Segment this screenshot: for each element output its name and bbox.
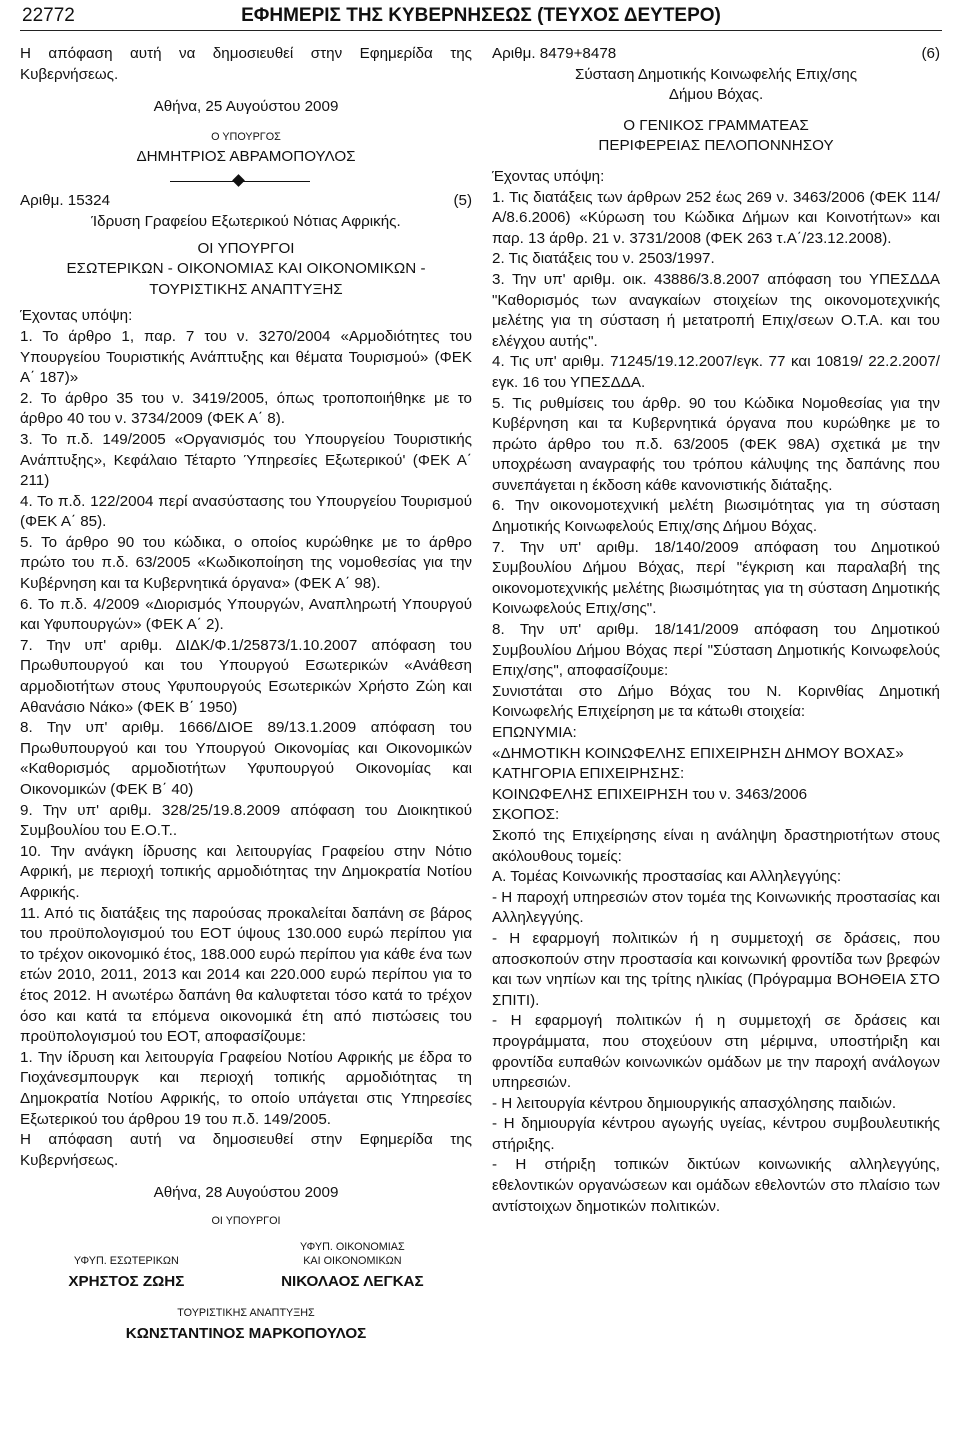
ministers-heading: ΟΙ ΥΠΟΥΡΓΟΙ ΕΣΩΤΕΡΙΚΩΝ - ΟΙΚΟΝΟΜΙΑΣ ΚΑΙ ΟΙΚΟΝΟΜΙΚΩΝ - ΤΟΥΡΙΣΤΙΚΗΣ ΑΝΑΠΤΥΞΗΣ [66,239,426,298]
signature-left-name: ΧΡΗΣΤΟΣ ΖΩΗΣ [68,1272,185,1290]
signature-bottom-title: ΤΟΥΡΙΣΤΙΚΗΣ ΑΝΑΠΤΥΞΗΣ [177,1307,315,1320]
clause-8: 8. Την υπ' αριθμ. 1666/ΔΙΟΕ 89/13.1.2009 απόφαση του Πρωθυπουργού και του Υπουργού Οικονομίας και Οικονομικών «Καθορισμός αρμοδιοτήτων Υφυπουργού Οικονομίας και Οικονομικών (ΦΕΚ Β΄ 40) [20,719,472,798]
purpose-text: Σκοπό της Επιχείρησης είναι η ανάληψη δραστηριοτήτων στους ακόλουθους τομείς: [492,826,940,865]
right-clause-2: 2. Τις διατάξεις του ν. 2503/1997. [492,250,715,268]
decision-number-2: Αριθμ. 8479+8478 [492,45,617,62]
right-clause-1: 1. Τις διατάξεις των άρθρων 252 έως 269 ν. 3463/2006 (ΦΕΚ 114/Α/8.6.2006) «Κύρωση του Κώδικα Δήμων και Κοινοτήτων» και παρ. 13 άρθρ. 21 ν. 3731/2008 (ΦΕΚ 263 τ.Α΄/23.12.2008). [492,188,940,247]
minister-title: Ο ΥΠΟΥΡΓΟΣ [211,130,281,143]
right-clause-3: 3. Την υπ' αριθμ. οικ. 43886/3.8.2007 απόφαση του ΥΠΕΣΔΔΑ "Καθορισμός των αναγκαίων στοιχείων της οικονομοτεχνικής μελέτης για τη σύσταση ή μετατροπή Επιχ/σεων Ο.Τ.Α. και του ελέγχου αυτής". [492,270,940,350]
having-regard-2: Έχοντας υπόψη: [492,167,605,185]
clause-10: 10. Την ανάγκη ίδρυσης και λειτουργίας Γραφείου στην Νότιο Αφρική, με περιοχή τοπικής αρμοδιότητας την Δημοκρατία Νοτίου Αφρικής. [20,842,472,901]
clause-4: 4. Το π.δ. 122/2004 περί ανασύστασης του Υπουργείου Τουρισμού (ΦΕΚ Α΄ 85). [20,492,472,531]
right-clause-6: 6. Την οικονομοτεχνική μελέτη βιωσιμότητας για τη σύσταση Δημοτικής Κοινωφελούς Επιχ/σης Δήμου Βόχας. [492,497,940,536]
signature-left [68,1240,184,1293]
gazette-title: ΕΦΗΜΕΡΙΣ ΤΗΣ ΚΥΒΕΡΝΗΣΕΩΣ (ΤΕΥΧΟΣ ΔΕΥΤΕΡΟ) [241,5,721,26]
right-clause-5: 5. Τις ρυθμίσεις του άρθρ. 90 του Κώδικα Νομοθεσίας για την Κυβέρνηση και τα Κυβερνητικά όργανα που κυρώθηκε με το πρώτο άρθρο του π.δ. 63/2005 (ΦΕΚ 98Α) σχετικά με την υποχρέωση αναγραφής του τρόπου κάλυψης της δαπάνης που συνεπάγεται η έκδοση κάθε κανονιστικής διάταξης. [492,394,940,494]
decision-article-1: 1. Την ίδρυση και λειτουργία Γραφείου Νοτίου Αφρικής με έδρα το Γιοχάνεσμπουργκ και περιοχή τοπικής αρμοδιότητας τη Δημοκρατία Νοτίου Αφρικής, το οποίο υπάγεται στις Υπηρεσίες Εξωτερικού του άρθρου 19 του π.δ. 149/2005. [20,1048,472,1128]
signature-right-name: ΝΙΚΟΛΑΟΣ ΛΕΓΚΑΣ [281,1272,424,1290]
clause-2: 2. Το άρθρο 35 του ν. 3419/2005, όπως τροποποιήθηκε με το άρθρο 40 του ν. 3734/2009 (ΦΕΚ Α΄ 8). [20,389,472,428]
category-value: ΚΟΙΝΩΦΕΛΗΣ ΕΠΙΧΕΙΡΗΣΗ του ν. 3463/2006 [492,785,808,803]
establishment-text: Συνιστάται στο Δήμο Βόχας του Ν. Κορινθίας Δημοτική Κοινωφελής Επιχείρηση με τα κάτωθι στοιχεία: [492,682,940,721]
name-value: «ΔΗΜΟΤΙΚΗ ΚΟΙΝΩΦΕΛΗΣ ΕΠΙΧΕΙΡΗΣΗ ΔΗΜΟΥ ΒΟΧΑΣ» [492,744,904,762]
bullet-6: - Η στήριξη τοπικών δικτύων κοινωνικής αλληλεγγύης, εθελοντικών οργανώσεων και ομάδων εθελοντών στο πλαίσιο των αντίστοιχων δημοτικών πολιτικών. [492,1156,940,1215]
signature-bottom-name: ΚΩΝΣΤΑΝΤΙΝΟΣ ΜΑΡΚΟΠΟΥΛΟΣ [125,1325,367,1343]
bullet-2: - Η εφαρμογή πολιτικών ή η συμμετοχή σε δράσεις, που αποσκοπούν στην προστασία και κοινωνική φροντίδα των βρεφών και των νηπίων και της τρίτης ηλικίας (Πρόγραμμα ΒΟΗΘΕΙΑ ΣΤΟ ΣΠΙΤΙ). [492,929,940,1009]
decision-subject: Ίδρυση Γραφείου Εξωτερικού Νότιας Αφρικής. [91,212,401,230]
signature-right [281,1240,424,1293]
clause-9: 9. Την υπ' αριθμ. 328/25/19.8.2009 απόφαση του Διοικητικού Συμβουλίου του Ε.Ο.Τ.. [20,801,472,840]
publication-note-2: Η απόφαση αυτή να δημοσιευθεί στην Εφημερίδα της Κυβερνήσεως. [20,1131,472,1169]
right-column [492,44,940,1217]
bullet-4: - Η λειτουργία κέντρου δημιουργικής απασχόλησης παιδιών. [492,1094,897,1112]
clause-1: 1. Το άρθρο 1, παρ. 7 του ν. 3270/2004 «Αρμοδιότητες του Υπουργείου Τουριστικής Ανάπτυξης και θέματα Τουρισμού» (ΦΕΚ Α΄ 187)» [20,327,472,387]
decision-index-2: (6) [921,45,940,62]
bullet-5: - Η δημιουργία κέντρου αγωγής υγείας, κέντρου συμβουλευτικής στήριξης. [492,1115,940,1153]
left-column [20,44,472,1345]
page-number: 22772 [22,5,75,26]
decision-subject-2: Σύσταση Δημοτικής Κοινωφελής Επιχ/σης Δήμου Βόχας. [574,65,858,104]
clause-11: 11. Από τις διατάξεις της παρούσας προκαλείται δαπάνη σε βάρος του προϋπολογισμού του ΕΟΤ ύψους 130.000 ευρώ περίπου για το τρέχον οικονομικό έτος, 188.000 ευρώ περίπου για κάθε ένα των ετών 2010, 2011, 2013 και 2014 και 220.000 ευρώ περίπου για το έτος 2012. Η ανωτέρω δαπάνη θα καλυφτεται τόσο κατά το τρέχον όσο και κατά τα επόμενα οικονομικά έτη από πιστώσεις του προϋπολογισμού του ΕΟΤ, αποφασίζουμε: [20,904,472,1046]
decision-heading-row-2 [492,44,940,65]
signature-right-title: ΥΦΥΠ. ΟΙΚΟΝΟΜΙΑΣ ΚΑΙ ΟΙΚΟΝΟΜΙΚΩΝ [300,1240,405,1267]
place-date: Αθήνα, 25 Αυγούστου 2009 [153,98,339,116]
place-date-2: Αθήνα, 28 Αυγούστου 2009 [153,1184,339,1202]
right-clause-7: 7. Την υπ' αριθμ. 18/140/2009 απόφαση του Δημοτικού Συμβουλίου Δήμου Βόχας, περί "έγκριση και παραλαβή της οικονομοτεχνικής μελέτης βιωσιμότητας για τη σύσταση Δημοτικής Κοινωφελούς Επιχ/σης". [492,538,940,618]
clause-7: 7. Την υπ' αριθμ. ΔΙΔΚ/Φ.1/25873/1.10.2007 απόφαση του Πρωθυπουργού και του Υπουργού Εσωτερικών «Ανάθεση αρμοδιοτήτων στους Υφυπουργούς Εσωτερικών Χρήστο Ζώη και Αθανάσιο Νάκο» (ΦΕΚ Β΄ 1950) [20,636,472,716]
right-clause-4: 4. Τις υπ' αριθμ. 71245/19.12.2007/εγκ. 77 και 10819/ 22.2.2007/εγκ. 16 του ΥΠΕΣΔΔΑ. [492,353,940,391]
decision-heading-row [20,191,472,212]
signature-bottom [20,1306,472,1345]
secretary-heading: Ο ΓΕΝΙΚΟΣ ΓΡΑΜΜΑΤΕΑΣ ΠΕΡΙΦΕΡΕΙΑΣ ΠΕΛΟΠΟΝΝΗΣΟΥ [598,116,834,155]
section-divider [20,175,472,189]
purpose-label: ΣΚΟΠΟΣ: [492,806,560,824]
minister-name: ΔΗΜΗΤΡΙΟΣ ΑΒΡΑΜΟΠΟΥΛΟΣ [136,147,356,165]
name-label: ΕΠΩΝΥΜΙΑ: [492,724,577,741]
decision-number: Αριθμ. 15324 [20,192,111,210]
signatures-row [20,1240,472,1293]
bullet-3: - Η εφαρμογή πολιτικών ή η συμμετοχή σε δράσεις και προγράμματα, που στοχεύουν στη μέριμνα, υποστήριξη και φροντίδα ευπαθών κοινωνικών ομάδων με την παροχή ανάλογων υπηρεσιών. [492,1012,940,1092]
sector-a-heading: Α. Τομέας Κοινωνικής προστασίας και Αλληλεγγύης: [492,868,842,886]
clause-5: 5. Το άρθρο 90 του κώδικα, ο οποίος κυρώθηκε με το άρθρο πρώτο του π.δ. 63/2005 «Κωδικοποίηση της νομοθεσίας για την Κυβέρνηση και τα Κυβερνητικά όργανα» (ΦΕΚ Α΄ 98). [20,533,472,593]
clause-3: 3. Το π.δ. 149/2005 «Οργανισμός του Υπουργείου Τουριστικής Ανάπτυξης», Κεφάλαιο Τέταρτο Ύπηρεσίες Εξωτερικού' (ΦΕΚ Α΄ 211) [20,430,472,490]
decision-index: (5) [453,192,472,210]
signature-left-title: ΥΦΥΠ. ΕΣΩΤΕΡΙΚΩΝ [73,1254,179,1267]
publication-note: Η απόφαση αυτή να δημοσιευθεί στην Εφημερίδα της Κυβερνήσεως. [20,45,472,83]
clause-6: 6. Το π.δ. 4/2009 «Διορισμός Υπουργών, Αναπληρωτή Υπουργού και Υφυπουργών» (ΦΕΚ Α΄ 2). [20,595,472,634]
right-clause-8: 8. Την υπ' αριθμ. 18/141/2009 απόφαση του Δημοτικού Συμβουλίου Δήμου Βόχας περί "Σύσταση Δημοτικής Κοινωφελούς Επιχ/σης", αποφασίζουμε: [492,621,940,680]
ministers-label: ΟΙ ΥΠΟΥΡΓΟΙ [211,1214,281,1227]
page-header [20,2,942,31]
category-label: ΚΑΤΗΓΟΡΙΑ ΕΠΙΧΕΙΡΗΣΗΣ: [492,765,685,783]
diamond-ornament-icon [232,175,245,188]
having-regard: Έχοντας υπόψη: [20,307,133,325]
bullet-1: - Η παροχή υπηρεσιών στον τομέα της Κοινωνικής προστασίας και Αλληλεγγύης. [492,888,940,927]
